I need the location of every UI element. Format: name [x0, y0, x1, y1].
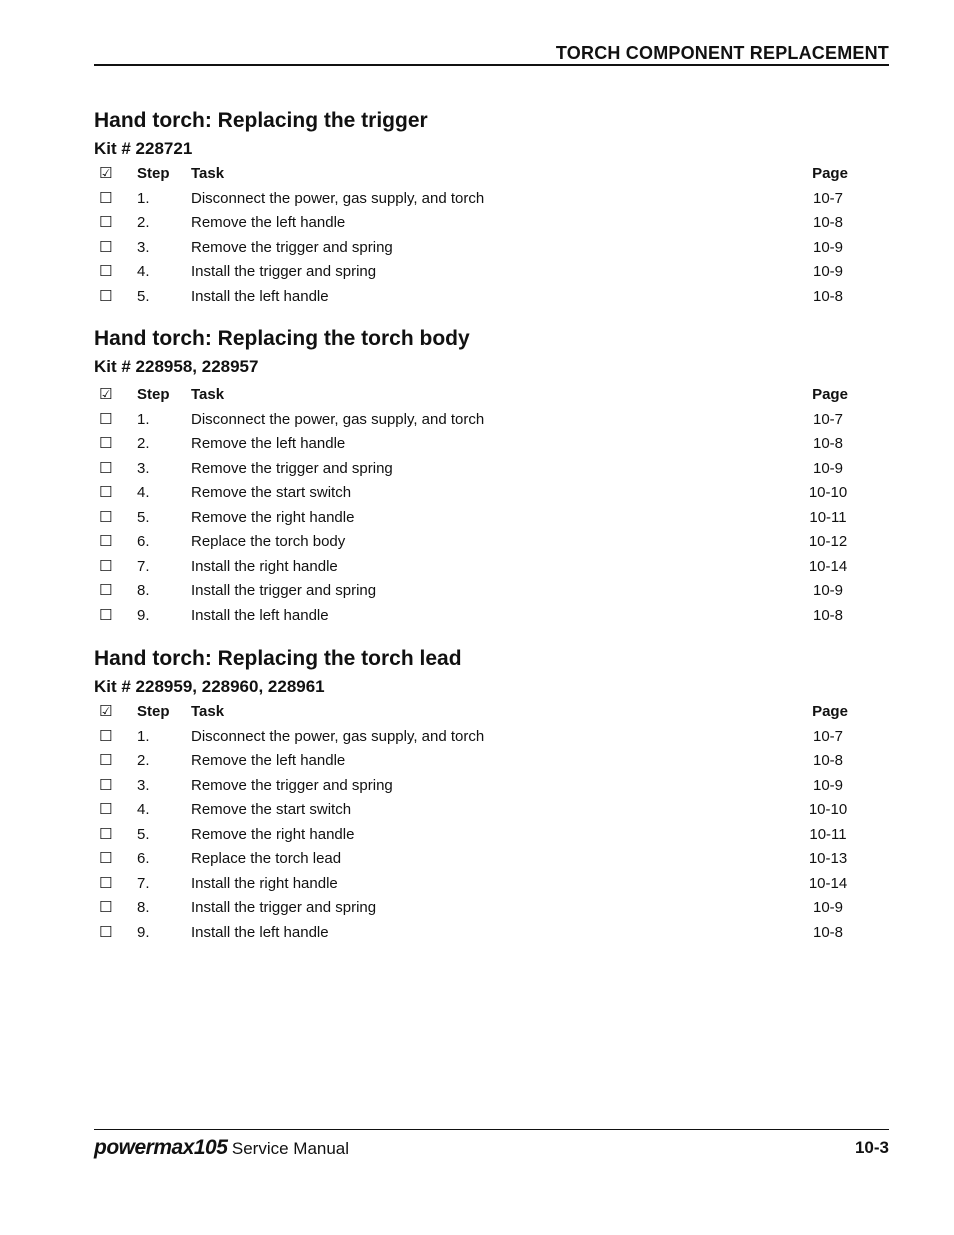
checkbox-icon: ☐ — [99, 850, 113, 867]
step-number: 3. — [137, 776, 150, 794]
checkbox-icon: ☐ — [99, 874, 113, 892]
step-number: 5. — [137, 287, 150, 305]
checkbox-icon: ☐ — [99, 825, 113, 843]
checkbox-icon: ☐ — [99, 238, 113, 256]
kit-number: Kit # 228958, 228957 — [94, 357, 259, 376]
step-header: Step — [137, 703, 170, 720]
table-row — [94, 260, 889, 285]
checkbox-icon: ☐ — [99, 287, 113, 305]
task-header: Task — [191, 165, 225, 182]
task-text: Replace the torch body — [191, 533, 346, 550]
checked-box-icon: ☑ — [99, 703, 113, 720]
table-row — [94, 725, 889, 750]
checkbox-icon: ☐ — [99, 214, 113, 231]
page-ref: 10-8 — [812, 923, 844, 941]
checkbox-icon: ☐ — [99, 801, 113, 818]
table-header — [94, 162, 889, 187]
task-text: Install the left handle — [191, 287, 329, 305]
checkbox-icon: ☐ — [99, 727, 113, 745]
step-number: 1. — [137, 189, 150, 207]
brand-logo: powermax105 — [94, 1136, 228, 1159]
page-ref: 10-9 — [812, 899, 844, 916]
task-text: Remove the trigger and spring — [191, 238, 393, 256]
checked-box-icon: ☑ — [99, 386, 113, 403]
page-header: Page — [812, 703, 848, 720]
checkbox-icon: ☐ — [99, 263, 113, 280]
table-row — [94, 555, 889, 580]
task-text: Disconnect the power, gas supply, and torch — [191, 189, 485, 207]
page-ref: 10-7 — [812, 410, 844, 428]
page-ref: 10-11 — [809, 825, 847, 843]
table-header — [94, 700, 889, 725]
step-number: 9. — [137, 923, 150, 941]
table-row — [94, 749, 889, 774]
table-row — [94, 872, 889, 897]
page-ref: 10-9 — [812, 238, 844, 256]
page-ref: 10-14 — [808, 874, 848, 892]
checkbox-icon: ☐ — [99, 923, 113, 941]
table-row — [94, 408, 889, 433]
task-text: Remove the start switch — [191, 801, 352, 818]
checkbox-icon: ☐ — [99, 410, 113, 428]
task-text: Disconnect the power, gas supply, and torch — [191, 410, 485, 428]
task-text: Remove the start switch — [191, 484, 352, 501]
task-text: Install the trigger and spring — [191, 263, 377, 280]
step-number: 7. — [137, 874, 150, 892]
table-row — [94, 579, 889, 604]
page-ref: 10-12 — [808, 533, 848, 550]
step-header: Step — [137, 165, 170, 182]
task-text: Remove the trigger and spring — [191, 459, 393, 477]
manual-title: Service Manual — [231, 1139, 350, 1158]
table-row — [94, 187, 889, 212]
step-number: 3. — [137, 459, 150, 477]
step-header: Step — [137, 386, 170, 403]
page-ref: 10-8 — [812, 287, 844, 305]
kit-number: Kit # 228959, 228960, 228961 — [94, 677, 325, 696]
step-number: 5. — [137, 825, 150, 843]
section-torch-body — [94, 324, 889, 628]
table-row — [94, 432, 889, 457]
section-trigger — [94, 106, 889, 309]
table-row — [94, 211, 889, 236]
checked-box-icon: ☑ — [99, 165, 113, 182]
checkbox-icon: ☐ — [99, 189, 113, 207]
page-ref: 10-9 — [812, 459, 844, 477]
checkbox-icon: ☐ — [99, 557, 113, 575]
page-ref: 10-8 — [812, 214, 844, 231]
checkbox-icon: ☐ — [99, 582, 113, 599]
step-number: 1. — [137, 410, 150, 428]
step-number: 8. — [137, 582, 150, 599]
page-ref: 10-9 — [812, 582, 844, 599]
table-row — [94, 847, 889, 872]
task-header: Task — [191, 386, 225, 403]
task-text: Install the trigger and spring — [191, 899, 377, 916]
step-number: 2. — [137, 435, 150, 452]
step-number: 6. — [137, 850, 150, 867]
page-ref: 10-10 — [808, 484, 848, 501]
checkbox-icon: ☐ — [99, 459, 113, 477]
task-text: Disconnect the power, gas supply, and torch — [191, 727, 485, 745]
table-row — [94, 236, 889, 261]
checkbox-icon: ☐ — [99, 776, 113, 794]
table-header — [94, 383, 889, 408]
task-text: Replace the torch lead — [191, 850, 342, 867]
page-ref: 10-7 — [812, 727, 844, 745]
step-number: 4. — [137, 801, 150, 818]
kit-number: Kit # 228721 — [94, 139, 193, 158]
table-row — [94, 896, 889, 921]
page-header: Page — [812, 386, 848, 403]
step-number: 2. — [137, 752, 150, 769]
page-ref: 10-8 — [812, 606, 844, 624]
step-number: 4. — [137, 484, 150, 501]
page-header-title: TORCH COMPONENT REPLACEMENT — [555, 43, 889, 63]
checkbox-icon: ☐ — [99, 533, 113, 550]
step-number: 7. — [137, 557, 150, 575]
step-number: 3. — [137, 238, 150, 256]
step-number: 5. — [137, 508, 150, 526]
table-row — [94, 798, 889, 823]
task-text: Remove the trigger and spring — [191, 776, 393, 794]
checkbox-icon: ☐ — [99, 484, 113, 501]
task-text: Remove the left handle — [191, 752, 346, 769]
page-ref: 10-8 — [812, 752, 844, 769]
page-ref: 10-9 — [812, 776, 844, 794]
checkbox-icon: ☐ — [99, 508, 113, 526]
task-text: Install the left handle — [191, 606, 329, 624]
page-ref: 10-9 — [812, 263, 844, 280]
table-row — [94, 285, 889, 310]
checkbox-icon: ☐ — [99, 435, 113, 452]
section-torch-lead — [94, 644, 889, 945]
table-row — [94, 506, 889, 531]
task-text: Install the trigger and spring — [191, 582, 377, 599]
task-text: Remove the right handle — [191, 508, 355, 526]
header-rule — [94, 64, 889, 66]
task-text: Remove the left handle — [191, 214, 346, 231]
section-title: Hand torch: Replacing the torch body — [94, 327, 470, 350]
step-number: 8. — [137, 899, 150, 916]
page-ref: 10-8 — [812, 435, 844, 452]
page-footer — [94, 1134, 889, 1162]
footer-rule — [94, 1129, 889, 1130]
page-ref: 10-10 — [808, 801, 848, 818]
checkbox-icon: ☐ — [99, 606, 113, 624]
table-row — [94, 457, 889, 482]
table-row — [94, 481, 889, 506]
step-number: 9. — [137, 606, 150, 624]
page-ref: 10-11 — [809, 508, 847, 526]
table-row — [94, 530, 889, 555]
section-title: Hand torch: Replacing the torch lead — [94, 647, 462, 670]
step-number: 4. — [137, 263, 150, 280]
page-ref: 10-13 — [808, 850, 848, 867]
step-number: 6. — [137, 533, 150, 550]
task-text: Remove the right handle — [191, 825, 355, 843]
checkbox-icon: ☐ — [99, 899, 113, 916]
task-header: Task — [191, 703, 225, 720]
table-row — [94, 604, 889, 629]
page-ref: 10-14 — [808, 557, 848, 575]
page-header: Page — [812, 165, 848, 182]
page-number: 10-3 — [854, 1138, 889, 1157]
step-number: 2. — [137, 214, 150, 231]
section-title: Hand torch: Replacing the trigger — [94, 109, 428, 132]
checkbox-icon: ☐ — [99, 752, 113, 769]
table-row — [94, 774, 889, 799]
task-text: Install the left handle — [191, 923, 329, 941]
task-text: Install the right handle — [191, 874, 338, 892]
task-text: Remove the left handle — [191, 435, 346, 452]
table-row — [94, 823, 889, 848]
step-number: 1. — [137, 727, 150, 745]
task-text: Install the right handle — [191, 557, 338, 575]
page-ref: 10-7 — [812, 189, 844, 207]
table-row — [94, 921, 889, 946]
